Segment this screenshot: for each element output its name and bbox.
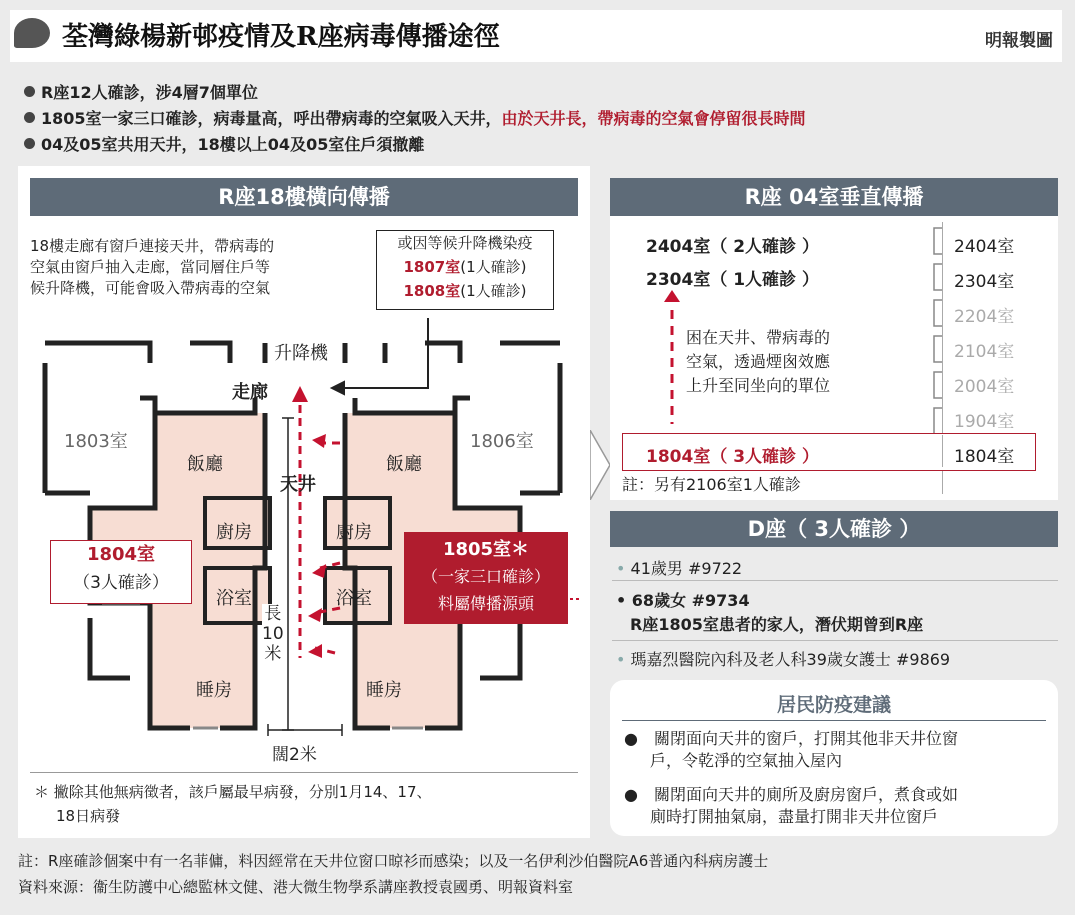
length-label: 長 10 米 <box>262 604 284 664</box>
kitchen-left-label: 廚房 <box>216 522 252 543</box>
bedroom-right-label: 睡房 <box>366 680 402 701</box>
lift-infection-box: 或因等候升降機染疫 1807室(1人確診) 1808室(1人確診) <box>376 230 554 310</box>
bullet-1: R座12人確診，涉4層7個單位 <box>24 80 258 103</box>
row-1804-divider <box>942 435 943 467</box>
left-desc: 18樓走廊有窗戶連接天井，帶病毒的 空氣由窗戶抽入走廊，當同層住戶等 候升降機，可能會吸入帶病毒的空氣 <box>30 237 275 297</box>
footer-source: 資料來源：衞生防護中心總監林文健、港大微生物學系講座教授袁國勇、明報資料室 <box>18 878 574 896</box>
bath-right-label: 浴室 <box>336 588 372 609</box>
advice-heading: 居民防疫建議 <box>776 694 891 716</box>
d-block-heading: D座（ 3人確診 ） <box>610 511 1058 547</box>
stack-2404: 2404室 <box>954 237 1015 257</box>
bath-left-label: 浴室 <box>216 588 252 609</box>
lift-label: 升降機 <box>272 339 330 365</box>
bullet-dot-icon <box>24 112 35 123</box>
left-panel-heading: R座18樓橫向傳播 <box>30 178 578 216</box>
speech-bubble-icon <box>14 18 50 48</box>
bullet-dot-icon: ● <box>624 729 654 748</box>
left-footnote: ＊ 撇除其他無病徵者，該戶屬最早病發，分別1月14、17、 18日病發 <box>34 783 432 825</box>
d-divider-1 <box>612 580 1058 581</box>
stack-2204: 2204室 <box>954 307 1015 327</box>
room-1803-label: 1803室 <box>64 431 128 452</box>
unit-1804-box: 1804室 （3人確診） <box>50 540 192 604</box>
lightwell-label: 天井 <box>280 474 316 495</box>
d-block-person-3: • 瑪嘉烈醫院內科及老人科39歲女護士 #9869 <box>616 650 951 669</box>
bullet-3: 04及05室共用天井，18樓以上04及05室住戶須撤離 <box>24 132 424 155</box>
chimney-note: 困在天井、帶病毒的 空氣，透過煙囪效應 上升至同坐向的單位 <box>686 328 831 395</box>
stack-2104: 2104室 <box>954 342 1015 362</box>
bullet-2: 1805室一家三口確診，病毒量高，呼出帶病毒的空氣吸入天井，由於天井長，帶病毒的空氣會停留很長時間 <box>24 106 806 129</box>
stack-2304: 2304室 <box>954 272 1015 292</box>
width-label: 闊2米 <box>272 745 317 765</box>
d-divider-2 <box>612 640 1058 641</box>
callout-pointer <box>580 430 612 500</box>
right-note: 註：另有2106室1人確診 <box>622 475 801 494</box>
stack-1904: 1904室 <box>954 412 1015 432</box>
footnote-divider <box>30 772 578 773</box>
stack-1804: 1804室 <box>954 447 1015 467</box>
stack-2004: 2004室 <box>954 377 1015 397</box>
bullet-dot-icon <box>24 86 35 97</box>
d-block-person-2-detail: R座1805室患者的家人，潛伏期曾到R座 <box>630 615 924 634</box>
advice-item-1: ● 關閉面向天井的窗戶，打開其他非天井位窗 戶，令乾淨的空氣抽入屋內 <box>624 729 958 770</box>
bedroom-left-label: 睡房 <box>196 680 232 701</box>
corridor-label: 走廊 <box>232 382 268 403</box>
page-title: 荃灣綠楊新邨疫情及R座病毒傳播途徑 <box>62 22 500 52</box>
advice-divider <box>622 720 1046 721</box>
unit-1805-box: 1805室＊ （一家三口確診） 料屬傳播源頭 <box>404 532 568 624</box>
right-panel-heading: R座 04室垂直傳播 <box>610 178 1058 216</box>
d-block-person-2: • 68歲女 #9734 <box>616 591 750 610</box>
bullet-dot-icon <box>24 138 35 149</box>
bullet-dot-icon: ● <box>624 785 654 804</box>
d-block-person-1: • 41歲男 #9722 <box>616 559 743 578</box>
kitchen-right-label: 廚房 <box>336 522 372 543</box>
row-2304: 2304室（ 1人確診 ） <box>646 270 819 290</box>
room-1806-label: 1806室 <box>470 431 534 452</box>
advice-item-2: ● 關閉面向天井的廁所及廚房窗戶，煮食或如 廁時打開抽氣扇，盡量打開非天井位窗戶 <box>624 785 958 826</box>
credit: 明報製圖 <box>985 31 1053 51</box>
row-1804: 1804室（ 3人確診 ） <box>646 447 819 467</box>
dining-right-label: 飯廳 <box>386 454 422 475</box>
footer-note: 註：R座確診個案中有一名菲傭，料因經常在天井位窗口晾衫而感染；以及一名伊利沙伯醫院A6普通內科病房護士 <box>18 852 769 870</box>
dining-left-label: 飯廳 <box>187 454 223 475</box>
row-2404: 2404室（ 2人確診 ） <box>646 237 819 257</box>
